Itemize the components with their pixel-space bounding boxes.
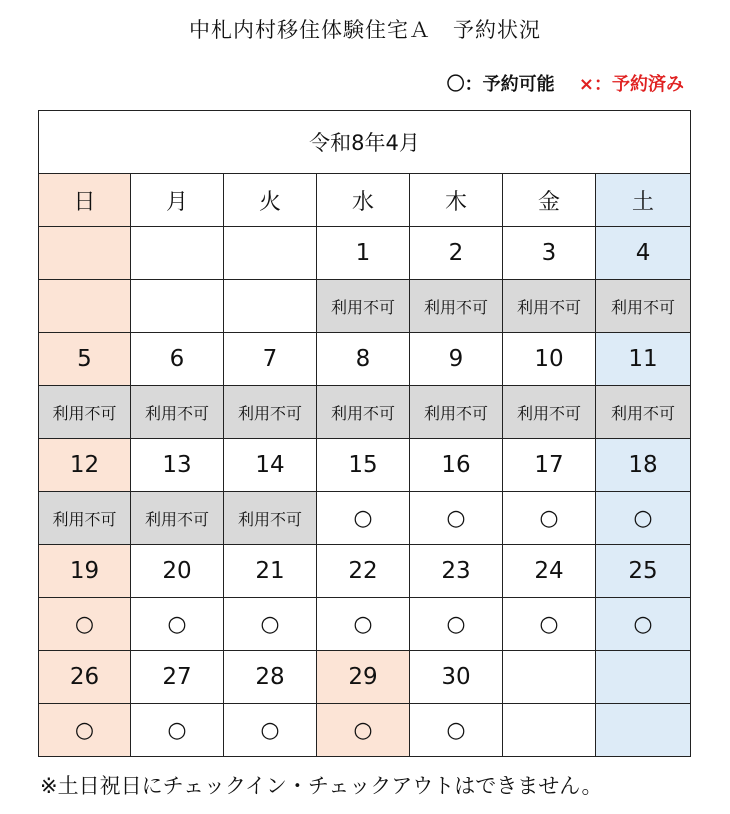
date-cell: 8: [317, 333, 410, 386]
status-available: ○: [224, 704, 317, 757]
status-available: ○: [596, 598, 691, 651]
date-cell: 4: [596, 227, 691, 280]
status-unavailable: 利用不可: [503, 280, 596, 333]
week-date-row: [39, 439, 691, 492]
week-status-row: [39, 386, 691, 439]
weekday-fri: 金: [503, 174, 596, 227]
date-cell: 26: [39, 651, 131, 704]
date-cell: 29: [317, 651, 410, 704]
status-available: ○: [317, 598, 410, 651]
date-cell: [596, 651, 691, 704]
status-unavailable: 利用不可: [596, 280, 691, 333]
calendar-weeks: [39, 227, 691, 757]
date-cell: 23: [410, 545, 503, 598]
week-date-row: [39, 545, 691, 598]
status-unavailable: 利用不可: [410, 280, 503, 333]
date-cell: 9: [410, 333, 503, 386]
status-available: ○: [224, 598, 317, 651]
status-unavailable: 利用不可: [596, 386, 691, 439]
weekday-sat: 土: [596, 174, 691, 227]
date-cell: 12: [39, 439, 131, 492]
status-available: ○: [410, 704, 503, 757]
status-unavailable: 利用不可: [410, 386, 503, 439]
status-available: ○: [317, 492, 410, 545]
status-unavailable: 利用不可: [224, 492, 317, 545]
date-cell: 30: [410, 651, 503, 704]
status-available: ○: [131, 598, 224, 651]
week-status-row: [39, 492, 691, 545]
status-unavailable: 利用不可: [317, 280, 410, 333]
week-date-row: [39, 333, 691, 386]
status-available: ○: [503, 492, 596, 545]
weekday-tue: 火: [224, 174, 317, 227]
date-cell: 21: [224, 545, 317, 598]
month-label: 令和8年4月: [39, 111, 691, 174]
status-available: ○: [503, 598, 596, 651]
date-cell: [503, 651, 596, 704]
legend: [447, 70, 684, 96]
status-available: ○: [131, 704, 224, 757]
date-cell: [224, 227, 317, 280]
date-cell: 1: [317, 227, 410, 280]
week-date-row: [39, 651, 691, 704]
week-status-row: [39, 598, 691, 651]
date-cell: [131, 227, 224, 280]
week-status-row: [39, 704, 691, 757]
date-cell: 18: [596, 439, 691, 492]
date-cell: 16: [410, 439, 503, 492]
status-empty: [39, 280, 131, 333]
status-unavailable: 利用不可: [317, 386, 410, 439]
date-cell: 10: [503, 333, 596, 386]
reservation-calendar: [38, 110, 691, 757]
status-unavailable: 利用不可: [224, 386, 317, 439]
date-cell: 19: [39, 545, 131, 598]
week-status-row: [39, 280, 691, 333]
date-cell: 5: [39, 333, 131, 386]
date-cell: 22: [317, 545, 410, 598]
date-cell: 3: [503, 227, 596, 280]
status-available: ○: [410, 492, 503, 545]
date-cell: 6: [131, 333, 224, 386]
status-available: ○: [39, 704, 131, 757]
weekday-sun: 日: [39, 174, 131, 227]
date-cell: 25: [596, 545, 691, 598]
date-cell: 2: [410, 227, 503, 280]
date-cell: [39, 227, 131, 280]
status-available: ○: [410, 598, 503, 651]
status-empty: [503, 704, 596, 757]
status-empty: [224, 280, 317, 333]
date-cell: 14: [224, 439, 317, 492]
status-unavailable: 利用不可: [39, 386, 131, 439]
date-cell: 7: [224, 333, 317, 386]
date-cell: 15: [317, 439, 410, 492]
date-cell: 17: [503, 439, 596, 492]
week-date-row: [39, 227, 691, 280]
footer-note: ※土日祝日にチェックイン・チェックアウトはできません。: [40, 774, 603, 798]
date-cell: 11: [596, 333, 691, 386]
weekday-thu: 木: [410, 174, 503, 227]
date-cell: 20: [131, 545, 224, 598]
status-empty: [131, 280, 224, 333]
status-empty: [596, 704, 691, 757]
status-available: ○: [596, 492, 691, 545]
legend-booked: ×：予約済み: [578, 74, 684, 95]
page-title: 中札内村移住体験住宅Ａ 予約状況: [189, 18, 541, 42]
date-cell: 24: [503, 545, 596, 598]
status-unavailable: 利用不可: [131, 386, 224, 439]
status-available: ○: [317, 704, 410, 757]
weekday-wed: 水: [317, 174, 410, 227]
legend-available: 〇：予約可能: [446, 74, 555, 95]
date-cell: 28: [224, 651, 317, 704]
date-cell: 27: [131, 651, 224, 704]
weekday-mon: 月: [131, 174, 224, 227]
status-unavailable: 利用不可: [503, 386, 596, 439]
status-unavailable: 利用不可: [39, 492, 131, 545]
date-cell: 13: [131, 439, 224, 492]
status-unavailable: 利用不可: [131, 492, 224, 545]
status-available: ○: [39, 598, 131, 651]
